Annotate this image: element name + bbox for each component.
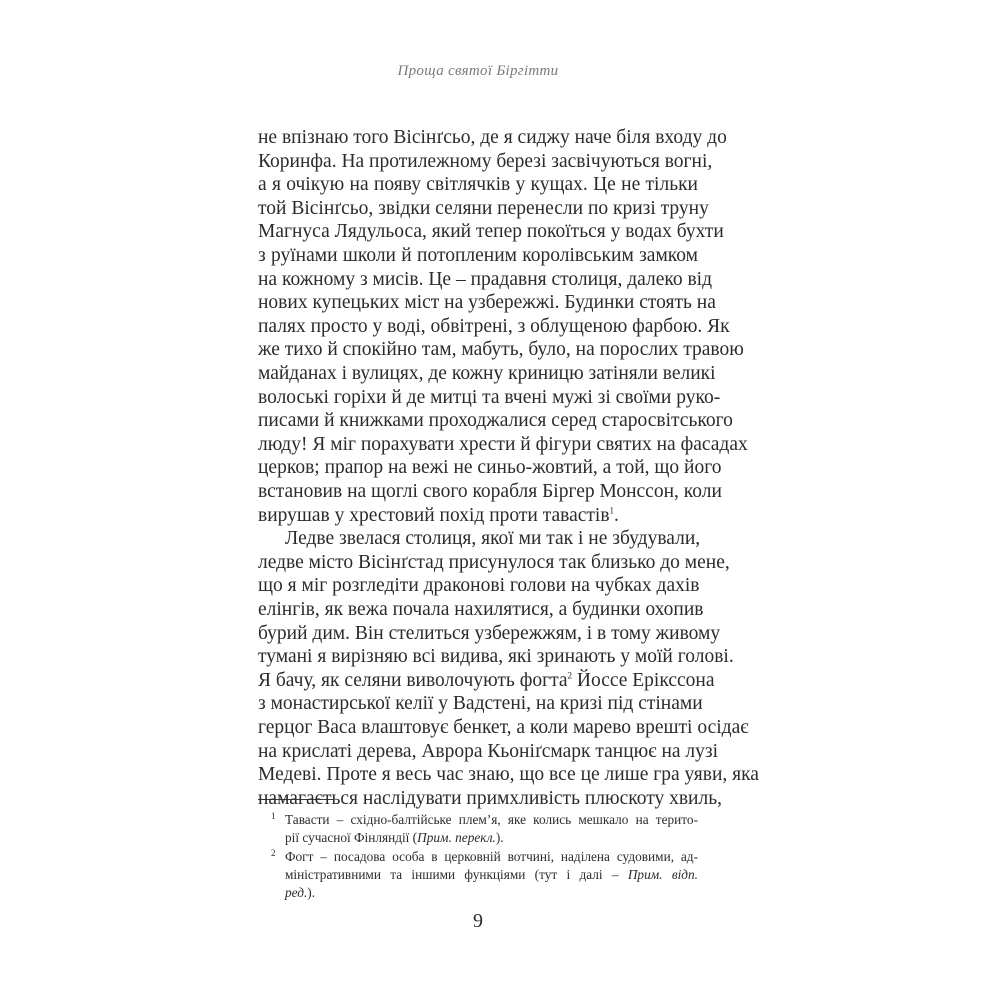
footnote-line bbox=[285, 884, 698, 901]
footnote-line bbox=[285, 866, 698, 883]
text-line: герцог Васа влаштовує бенкет, а коли марево врешті осідає bbox=[258, 717, 749, 738]
page-number: 9 bbox=[473, 910, 483, 932]
footnote-line: Фогт – посадова особа в церковній вотчині, наділена судовими, ад- bbox=[285, 849, 698, 864]
text-run: . bbox=[614, 504, 619, 526]
text-line bbox=[258, 669, 715, 693]
text-line: встановив на щоглі свого корабля Біргер Монссон, коли bbox=[258, 481, 722, 502]
text-run: ). bbox=[495, 830, 504, 845]
text-line: нових купецьких міст на узбережжі. Будинки стоять на bbox=[258, 292, 716, 314]
footnote-line: Таваcти – східно-балтійське плем’я, яке колись мешкало на терито- bbox=[285, 812, 698, 827]
text-line: на крислаті дерева, Аврора Кьоніґсмарк танцює на лузі bbox=[258, 740, 719, 762]
text-run: рії сучасної Фінляндії ( bbox=[285, 830, 418, 845]
text-line: тумані я вирізняю всі видива, які зринають у моїй голові. bbox=[258, 646, 734, 668]
running-head: Проща святої Біргітти bbox=[397, 63, 559, 79]
text-run: Прим. відп. bbox=[627, 867, 698, 882]
text-line: Коринфа. На протилежному березі засвічуються вогні, bbox=[258, 150, 713, 172]
text-run: вирушав у хрестовий похід проти тавастів bbox=[258, 504, 610, 526]
text-line: бурий дим. Він стелиться узбережжям, і в тому живому bbox=[258, 622, 721, 644]
text-line: з монастирської келії у Вадстені, на кризі під стінами bbox=[258, 693, 703, 715]
text-run: Прим. перекл. bbox=[417, 830, 496, 845]
footnote-ref-2: 2 bbox=[567, 670, 572, 681]
text-line: же тихо й спокійно там, мабуть, було, на порослих травою bbox=[258, 339, 744, 361]
text-run: Я бачу, як селяни виволочують фогта bbox=[258, 669, 568, 691]
text-run: Йоссе Ерікссона bbox=[572, 669, 715, 691]
text-line bbox=[258, 504, 698, 528]
text-line: Медеві. Проте я весь час знаю, що все це лише гра уяви, яка bbox=[258, 764, 759, 786]
text-run: міністративними та іншими функціями (тут і далі – bbox=[285, 867, 628, 882]
text-line: намагається наслідувати примхливість плюскоту хвиль, bbox=[258, 787, 722, 809]
text-line: Магнуса Лядульоса, який тепер покоїться у водах бухти bbox=[258, 221, 724, 243]
text-line: ледве місто Вісінґстад присунулося так близько до мене, bbox=[258, 551, 730, 573]
footnote-line bbox=[285, 829, 698, 846]
text-line: елінгів, як вежа почала нахилятися, а будинки охопив bbox=[258, 599, 704, 620]
paragraph-first-line: Ледве звелася столиця, якої ми так і не збудували, bbox=[285, 528, 701, 550]
text-run: ). bbox=[307, 885, 316, 900]
text-line: не впізнаю того Вісінґсьо, де я сиджу наче біля входу до bbox=[258, 127, 727, 148]
text-line: волоські горіхи й де митці та вчені мужі зі своїми руко- bbox=[258, 386, 721, 408]
text-run: ред. bbox=[285, 885, 308, 900]
text-line: що я міг розгледіти драконові голови на чубках дахів bbox=[258, 575, 700, 597]
footnote-ref-1: 1 bbox=[609, 505, 615, 516]
text-line: палях просто у воді, обвітрені, з облущеною фарбою. Як bbox=[258, 315, 730, 337]
text-line: майданах і вулицях, де кожну криницю затіняли великі bbox=[258, 363, 716, 384]
text-line: той Вісінґсьо, звідки селяни перенесли по кризі труну bbox=[258, 197, 709, 219]
text-line: церков; прапор на вежі не синьо-жовтий, а той, що його bbox=[258, 457, 722, 479]
footnote-number: 2 bbox=[271, 848, 276, 858]
text-line: з руїнами школи й потопленим королівським замком bbox=[258, 245, 698, 266]
text-line: люду! Я міг порахувати хрести й фігури святих на фасадах bbox=[258, 433, 748, 455]
footnote-number: 1 bbox=[271, 811, 276, 821]
text-line: на кожному з мисів. Це – прадавня столиця, далеко від bbox=[258, 268, 713, 290]
text-line: а я очікую на появу світлячків у кущах. Це не тільки bbox=[258, 174, 698, 196]
text-line: писами й книжками проходжалися серед старосвітського bbox=[258, 410, 733, 432]
